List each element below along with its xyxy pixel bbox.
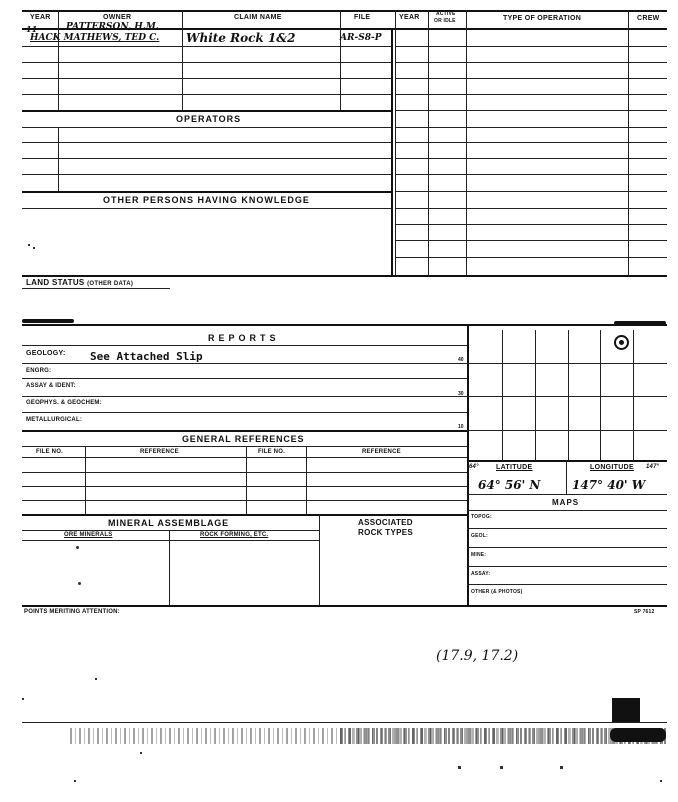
row-line xyxy=(395,142,667,143)
row-line xyxy=(395,158,667,159)
latitude-label: LATITUDE xyxy=(496,464,533,471)
divider xyxy=(628,10,629,276)
row-line xyxy=(395,174,667,175)
form-number: SP 7612 xyxy=(634,609,655,615)
row-line xyxy=(22,396,468,397)
metallurgical-label: METALLURGICAL: xyxy=(26,417,83,423)
row1-owner-2: HACK MATHEWS, TED C. xyxy=(30,33,160,43)
speck xyxy=(660,780,662,782)
geology-value: See Attached Slip xyxy=(90,350,203,363)
header-or-idle: OR IDLE xyxy=(434,18,456,24)
longitude-value: 147° 40' W xyxy=(572,478,646,492)
row-line xyxy=(22,94,392,95)
header-file: FILE xyxy=(354,14,371,21)
scan-blob xyxy=(610,728,666,742)
header-type-of-operation: TYPE OF OPERATION xyxy=(503,15,582,22)
divider xyxy=(182,28,183,110)
gr-col-reference-2: REFERENCE xyxy=(362,449,401,455)
row-line xyxy=(22,457,468,458)
row-line xyxy=(22,446,468,447)
associated-line-1: ASSOCIATED xyxy=(358,518,413,527)
scan-smudge xyxy=(22,319,74,323)
row-line xyxy=(467,510,667,511)
divider xyxy=(58,127,59,191)
grid-line xyxy=(535,330,536,460)
header-year: YEAR xyxy=(30,14,51,21)
row-line xyxy=(22,486,468,487)
coordinate-annotation: (17.9, 17.2) xyxy=(436,648,519,664)
row-line xyxy=(22,191,392,193)
speck xyxy=(33,247,35,249)
row-line xyxy=(467,584,667,585)
divider xyxy=(58,10,59,28)
row-line xyxy=(22,46,392,47)
grid-line xyxy=(467,363,667,364)
gr-col-file-no-2: FILE NO. xyxy=(258,449,285,455)
row-line xyxy=(22,62,392,63)
speck xyxy=(458,766,461,769)
land-status-underline xyxy=(22,288,170,289)
divider xyxy=(306,446,307,514)
latitude-value: 64° 56' N xyxy=(478,478,541,492)
geology-num: 40 xyxy=(458,357,464,363)
engrg-label: ENGRG: xyxy=(26,368,52,374)
header-year-2: YEAR xyxy=(399,14,420,21)
maps-geol: GEOL: xyxy=(471,533,488,539)
speck xyxy=(74,780,76,782)
points-meriting-attention: POINTS MERITING ATTENTION: xyxy=(24,609,120,615)
grid-line xyxy=(633,330,634,460)
row-line xyxy=(395,224,667,225)
scan-block xyxy=(612,698,640,722)
geophys-label: GEOPHYS. & GEOCHEM: xyxy=(26,400,102,406)
lat-prefix: 64° xyxy=(469,464,479,470)
grid-line xyxy=(502,330,503,460)
row-line xyxy=(22,208,392,209)
row-line xyxy=(467,494,667,495)
divider xyxy=(340,10,341,28)
row1-claim-name: White Rock 1&2 xyxy=(186,31,296,45)
speck xyxy=(22,698,24,700)
row-line xyxy=(22,530,319,531)
row-line xyxy=(395,62,667,63)
row-line xyxy=(395,191,667,192)
maps-mine: MINE: xyxy=(471,552,487,558)
ore-minerals-label: ORE MINERALS xyxy=(64,532,113,538)
speck xyxy=(76,546,79,549)
header-claim-name: CLAIM NAME xyxy=(234,14,282,21)
row-line xyxy=(22,363,468,364)
associated-line-2: ROCK TYPES xyxy=(358,528,414,537)
header-top-border xyxy=(22,10,667,12)
header-crew: CREW xyxy=(637,15,660,22)
top-table-bottom-border xyxy=(22,275,667,277)
mineral-assemblage-heading: MINERAL ASSEMBLAGE xyxy=(108,518,229,528)
speck xyxy=(500,766,503,769)
grid-line xyxy=(467,396,667,397)
row-line xyxy=(395,240,667,241)
gr-col-file-no-1: FILE NO. xyxy=(36,449,63,455)
divider xyxy=(182,10,183,28)
maps-assay: ASSAY: xyxy=(471,571,491,577)
row-line xyxy=(22,540,319,541)
header-active: ACTIVE xyxy=(436,11,456,17)
land-status-text: LAND STATUS xyxy=(26,278,85,287)
row-line xyxy=(467,547,667,548)
row-line xyxy=(22,78,392,79)
row-line xyxy=(22,127,392,128)
speck xyxy=(78,582,81,585)
divider xyxy=(246,446,247,514)
divider xyxy=(85,446,86,514)
row-line xyxy=(22,378,468,379)
divider xyxy=(395,10,396,276)
row-line xyxy=(22,472,468,473)
assay-num: 30 xyxy=(458,391,464,397)
geology-label: GEOLOGY: xyxy=(26,350,66,357)
speck xyxy=(95,678,97,680)
maps-topog: TOPOG: xyxy=(471,514,492,520)
assay-label: ASSAY & IDENT: xyxy=(26,383,76,389)
location-marker-icon xyxy=(614,335,629,350)
metallurgical-num: 10 xyxy=(458,424,464,430)
row1-file: AR-S8-P xyxy=(340,33,382,43)
location-marker-dot xyxy=(619,340,624,345)
row-line xyxy=(395,110,667,111)
divider xyxy=(466,10,467,276)
row-line xyxy=(395,208,667,209)
divider xyxy=(428,10,429,276)
grid-line xyxy=(467,430,667,431)
maps-heading: MAPS xyxy=(552,498,580,507)
row-line xyxy=(22,110,392,112)
row-line xyxy=(395,257,667,258)
row1-owner-1: PATTERSON, H.M. xyxy=(66,22,160,32)
row-line xyxy=(22,430,468,432)
land-status-label xyxy=(26,278,133,287)
longitude-label: LONGITUDE xyxy=(590,464,634,471)
scan-line xyxy=(22,722,667,723)
operators-heading: OPERATORS xyxy=(176,114,242,124)
row-line xyxy=(22,158,392,159)
maps-other: OTHER (& PHOTOS) xyxy=(471,589,523,595)
grid-line xyxy=(600,330,601,460)
row-line xyxy=(22,500,468,501)
reports-bottom-border xyxy=(22,605,667,607)
row-line xyxy=(467,528,667,529)
general-references-heading: GENERAL REFERENCES xyxy=(182,434,305,444)
row-line xyxy=(395,46,667,47)
divider xyxy=(566,460,567,494)
land-status-sub: (OTHER DATA) xyxy=(87,281,134,287)
row-line xyxy=(22,142,392,143)
row-line xyxy=(395,94,667,95)
header-owner: OWNER xyxy=(103,14,132,21)
row1-year: 11 xyxy=(26,24,38,34)
speck xyxy=(560,766,563,769)
rock-forming-label: ROCK FORMING, ETC. xyxy=(200,532,269,538)
grid-line xyxy=(568,330,569,460)
speck xyxy=(28,244,30,246)
reports-top-border xyxy=(22,324,667,326)
grid-bottom xyxy=(467,460,667,462)
divider xyxy=(319,514,320,605)
speck xyxy=(140,752,142,754)
row-line xyxy=(395,78,667,79)
lon-suffix: 147° xyxy=(646,464,660,470)
gr-col-reference-1: REFERENCE xyxy=(140,449,179,455)
row-line xyxy=(22,174,392,175)
block-separator xyxy=(391,28,393,276)
reports-heading: REPORTS xyxy=(208,333,280,343)
row-line xyxy=(22,514,468,516)
divider xyxy=(169,530,170,605)
row-line xyxy=(22,412,468,413)
other-persons-heading: OTHER PERSONS HAVING KNOWLEDGE xyxy=(103,195,310,205)
row-line xyxy=(467,566,667,567)
row-line xyxy=(395,127,667,128)
row-line xyxy=(22,345,468,346)
